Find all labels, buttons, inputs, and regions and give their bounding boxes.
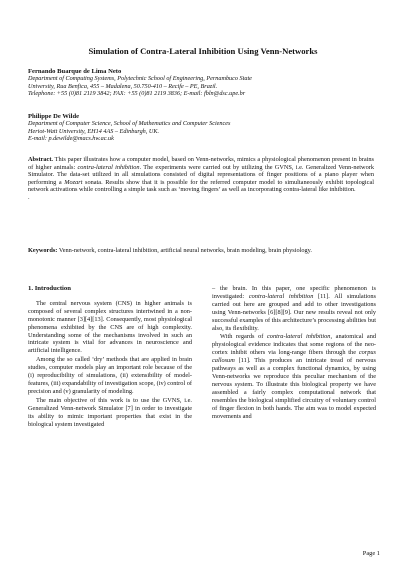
body-text: [11]. This produces an intricate tread of nervous pathways as well as a complex functional dynamics, by using Venn-networks we reproduce this peculiar mechanism of the nervous system. To illustrate this biological property we have assembled a fairly complex computational network that resembles the biological simplified circuitry of voluntary control of finger flexion in both hands. The aim was to model expected movements and [212,357,376,420]
abstract-trailing-dot: . [28,193,30,201]
body-text: With regards of [220,333,267,341]
right-column [212,285,376,421]
abstract-emphasis: contra-lateral inhibition [77,163,140,171]
author-contact: Telephone: +55 (0)81 2119 3842; FAX: +55 (0)81 2119 3836; E-mail: fbln@dsc.upe.br [28,90,246,98]
body-paragraph: Among the so called ‘dry’ methods that are applied in brain studies, computer models play an important role because of the (i) reproducibility of simulations, (ii) extensibility of model-features, (iii) expandability of investigation scope, (iv) control of precision and (v) granularity of modeling. [28,356,192,395]
author-name: Philippe De Wilde [28,113,80,120]
body-emphasis: contra-lateral inhibition [267,333,331,341]
abstract-text: . The experiments were carried out by utilizing the GVNS, i.e. Generalized Venn-network Simulator. The data-set utilized in all simulations consisted of digital representations of finger positions of a piano player when performing a [28,163,374,186]
keywords [28,247,374,255]
author-contact: E-mail: p.dewilde@macs.hw.ac.uk [28,135,114,143]
abstract-text: sonata. Results show that it is possible for the referred computer model to simultaneously exhibit topological network activations while controlling a simple task such as ‘moving fingers’ as well as incorporating contra-lateral like inhibition. [28,178,374,194]
body-paragraph: The central nervous system (CNS) in higher animals is composed of several complex structures intertwined in a non-monotonic manner [3][4][13]. Consequently, most physiological phenomena exhibited by the CNS are of high complexity. Understanding some of the mechanisms involved in such an intricate system is vital for advances in neuroscience and artificial intelligence. [28,299,192,355]
body-text: , anatomical and physiological evidence indicates that some regions of the neo-cortex inhibit others via long-range fibers through the [212,333,376,357]
body-paragraph [212,333,376,420]
paper-title: Simulation of Contra-Lateral Inhibition Using Venn-Networks [88,46,318,56]
author-affiliation: Department of Computing Systems, Polytechnic School of Engineering, Pernambuco State [28,75,252,83]
abstract-text: This paper illustrates how a computer model, based on Venn-networks, mimics a physiological phenomenon present in brains of higher animals: [28,156,374,171]
author-address: Heriot-Watt University, EH14 4AS – Edinburgh, UK. [28,127,160,135]
author-block-1 [28,68,374,98]
keywords-text: Venn-network, contra-lateral inhibition, artificial neural networks, brain modeling, brain physiology. [57,247,312,254]
body-text: – the brain. In this paper, one specific phenomenon is investigated: [212,285,376,300]
author-block-2 [28,113,374,143]
abstract [28,156,374,202]
body-paragraph: The main objective of this work is to use the GVNS, i.e. Generalized Venn-network Simulator [7] in order to investigate its ability to mimic important properties that exist in the biological system investigated [28,396,192,428]
keywords-label: Keywords: [28,247,58,254]
left-column [28,285,192,429]
section-heading: 1. Introduction [28,285,71,292]
page-number: Page 1 [362,550,380,557]
body-emphasis: corpus callosum [212,349,376,365]
body-emphasis: contra-lateral inhibition [248,292,314,300]
author-name: Fernando Buarque de Lima Neto [28,68,122,75]
body-paragraph [212,285,376,332]
author-address: University, Rua Benfica, 455 – Madalena, 50.750-410 – Recife – PE, Brazil. [28,82,218,90]
abstract-label: Abstract. [28,156,54,163]
abstract-emphasis: Mozart [64,178,83,186]
author-affiliation: Department of Computer Science, School of Mathematics and Computer Sciences [28,120,231,128]
body-text: [11]. All simulations carried out here are grouped and add to other investigations using Venn-networks [6][8][9]. Our new results reveal not only successful examples of this architecture’s processing abilities but also, its flexibility. [212,292,376,332]
